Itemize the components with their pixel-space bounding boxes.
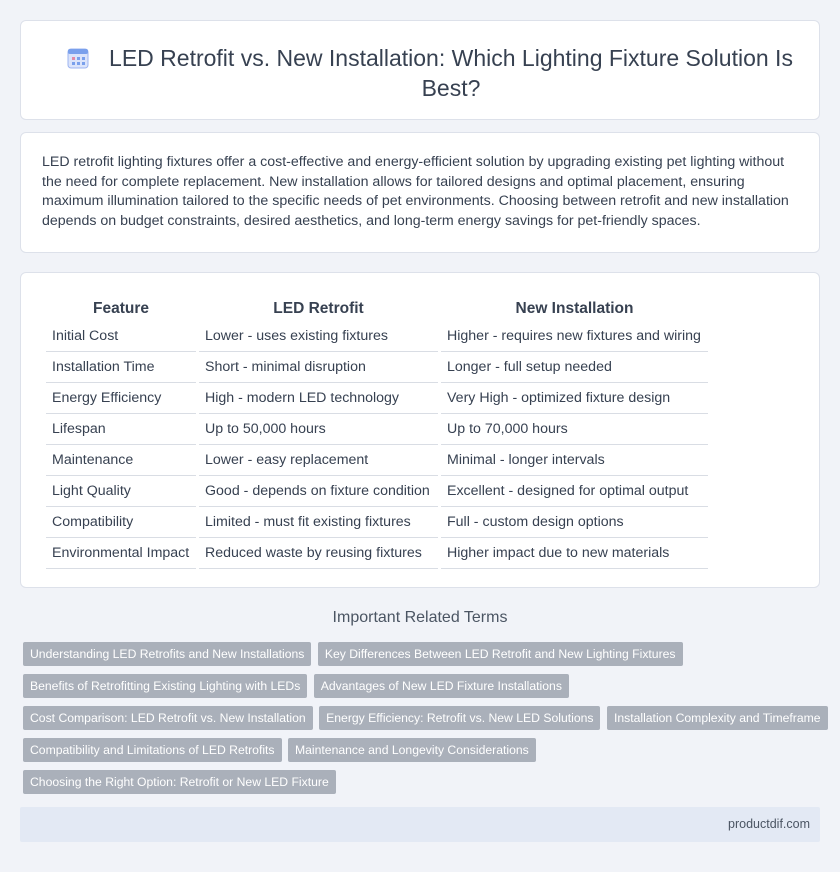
footer bbox=[20, 807, 820, 842]
table-row bbox=[46, 383, 708, 414]
comparison-table bbox=[43, 295, 711, 569]
summary-card bbox=[20, 132, 820, 253]
table-cell: Lower - uses existing fixtures bbox=[199, 321, 438, 352]
table-row bbox=[46, 476, 708, 507]
table-cell: Lifespan bbox=[46, 414, 196, 445]
related-term-tag[interactable]: Benefits of Retrofitting Existing Lighting with LEDs bbox=[23, 674, 307, 698]
related-terms-tags bbox=[23, 642, 823, 802]
table-cell: Up to 50,000 hours bbox=[199, 414, 438, 445]
table-cell: Lower - easy replacement bbox=[199, 445, 438, 476]
table-cell: Initial Cost bbox=[46, 321, 196, 352]
table-cell: Compatibility bbox=[46, 507, 196, 538]
table-cell: Energy Efficiency bbox=[46, 383, 196, 414]
table-cell: Up to 70,000 hours bbox=[441, 414, 708, 445]
related-term-tag[interactable]: Cost Comparison: LED Retrofit vs. New Installation bbox=[23, 706, 313, 730]
table-row bbox=[46, 414, 708, 445]
related-term-tag[interactable]: Maintenance and Longevity Considerations bbox=[288, 738, 536, 762]
table-row bbox=[46, 321, 708, 352]
table-cell: Longer - full setup needed bbox=[441, 352, 708, 383]
table-cell: Short - minimal disruption bbox=[199, 352, 438, 383]
table-row bbox=[46, 352, 708, 383]
related-term-tag[interactable]: Advantages of New LED Fixture Installations bbox=[314, 674, 569, 698]
table-cell: Minimal - longer intervals bbox=[441, 445, 708, 476]
table-cell: Environmental Impact bbox=[46, 538, 196, 569]
related-term-tag[interactable]: Compatibility and Limitations of LED Retrofits bbox=[23, 738, 282, 762]
page-title: LED Retrofit vs. New Installation: Which Lighting Fixture Solution Is Best? bbox=[109, 45, 793, 101]
related-terms-heading: Important Related Terms bbox=[332, 609, 508, 626]
table-cell: High - modern LED technology bbox=[199, 383, 438, 414]
column-header-new-installation: New Installation bbox=[515, 300, 634, 317]
table-cell: Very High - optimized fixture design bbox=[441, 383, 708, 414]
table-row bbox=[46, 538, 708, 569]
table-cell: Limited - must fit existing fixtures bbox=[199, 507, 438, 538]
table-cell: Higher - requires new fixtures and wiring bbox=[441, 321, 708, 352]
table-header-row bbox=[46, 295, 708, 321]
table-cell: Installation Time bbox=[46, 352, 196, 383]
related-term-tag[interactable]: Key Differences Between LED Retrofit and New Lighting Fixtures bbox=[318, 642, 683, 666]
related-term-tag[interactable]: Energy Efficiency: Retrofit vs. New LED Solutions bbox=[319, 706, 600, 730]
comparison-card bbox=[20, 272, 820, 588]
related-term-tag[interactable]: Choosing the Right Option: Retrofit or New LED Fixture bbox=[23, 770, 336, 794]
table-cell: Good - depends on fixture condition bbox=[199, 476, 438, 507]
table-cell: Higher impact due to new materials bbox=[441, 538, 708, 569]
related-term-tag[interactable]: Understanding LED Retrofits and New Installations bbox=[23, 642, 311, 666]
title-card bbox=[20, 20, 820, 120]
column-header-feature: Feature bbox=[93, 300, 149, 317]
table-cell: Full - custom design options bbox=[441, 507, 708, 538]
related-term-tag[interactable]: Installation Complexity and Timeframe bbox=[607, 706, 828, 730]
table-row bbox=[46, 445, 708, 476]
table-row bbox=[46, 507, 708, 538]
summary-text: LED retrofit lighting fixtures offer a cost-effective and energy-efficient solution by upgrading existing pet lighting without the need for complete replacement. New installation allows for tailored designs and optimal placement, ensuring maximum illumination tailored to the specific needs of pet environments. Choosing between retrofit and new installation depends on budget constraints, desired aesthetics, and long-term energy savings for pet-friendly spaces. bbox=[42, 154, 789, 229]
table-cell: Reduced waste by reusing fixtures bbox=[199, 538, 438, 569]
table-cell: Excellent - designed for optimal output bbox=[441, 476, 708, 507]
table-cell: Light Quality bbox=[46, 476, 196, 507]
column-header-led-retrofit: LED Retrofit bbox=[273, 300, 364, 317]
footer-site-link[interactable]: productdif.com bbox=[728, 817, 810, 831]
table-cell: Maintenance bbox=[46, 445, 196, 476]
